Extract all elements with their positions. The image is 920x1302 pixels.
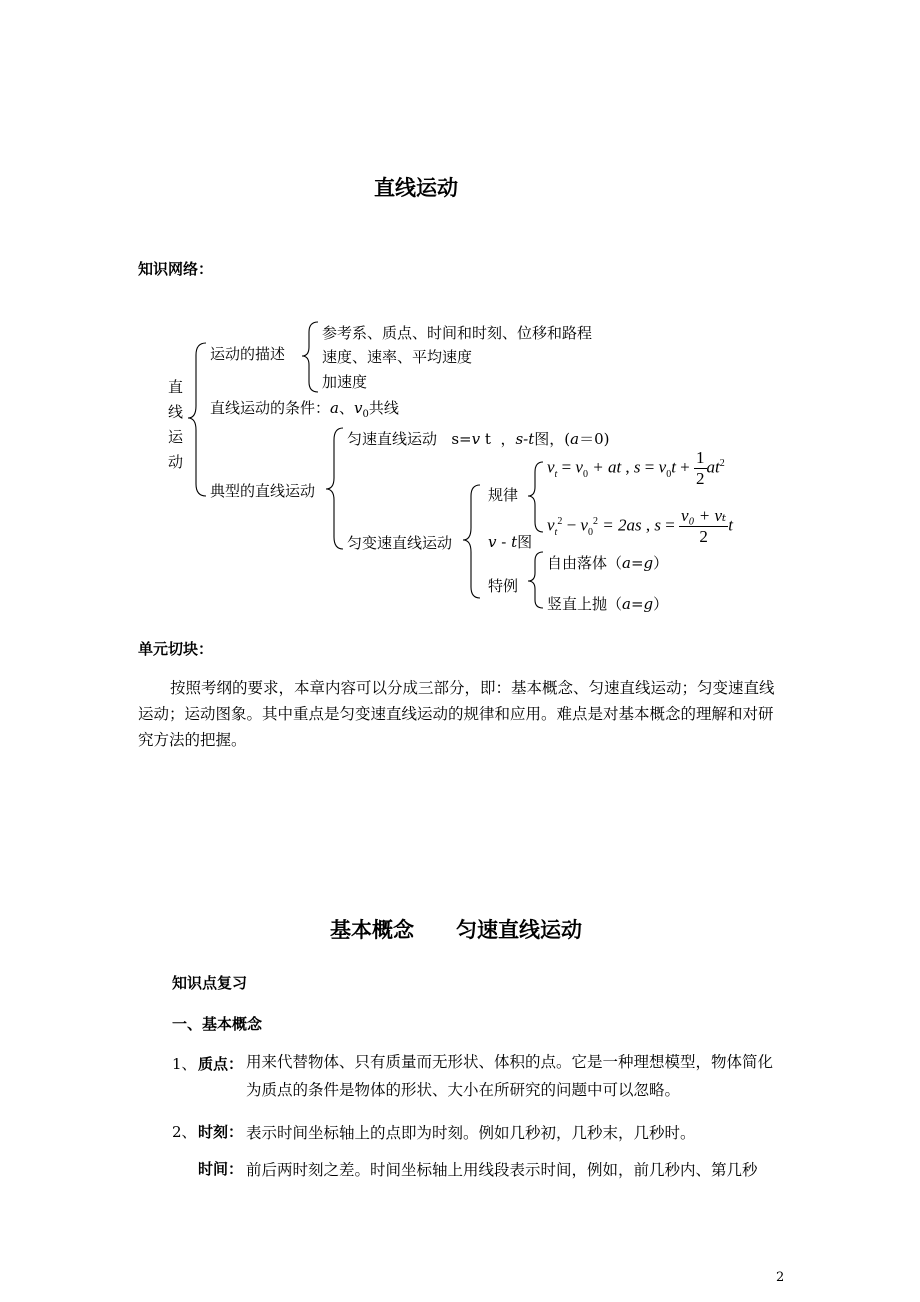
- law-label: 规律: [488, 486, 519, 504]
- item2-term: 时刻：: [198, 1123, 244, 1141]
- root-char-4: 动: [168, 453, 184, 471]
- special-freefall: 自由落体（a=g）: [547, 554, 669, 572]
- root-char-2: 线: [168, 403, 184, 421]
- section-title: 基本概念 匀速直线运动: [330, 918, 582, 942]
- item1-num: 1、: [172, 1055, 197, 1073]
- root-char-3: 运: [168, 428, 184, 446]
- formula-velocity-squared: $v_t^2 - v_0^2 = 2as$ , s = $\frac{\text{v₀ + vₜ}}{2}$ t: [547, 506, 733, 547]
- formula-velocity-displacement: $v_t = v_0$ + at , $s = v_0t$ + $\frac{1}{2}$ $at^2$: [547, 448, 725, 489]
- page-title: 直线运动: [374, 176, 458, 200]
- item1-term: 质点：: [198, 1055, 244, 1073]
- item2-text: 表示时间坐标轴上的点即为时刻。例如几秒初，几秒末，几秒时。: [246, 1124, 696, 1142]
- desc-item-3: 加速度: [322, 373, 368, 391]
- special-label: 特例: [488, 577, 519, 595]
- item3-text: 前后两时刻之差。时间坐标轴上用线段表示时间，例如，前几秒内、第几秒: [246, 1161, 758, 1179]
- special-upthrow: 竖直上抛（a=g）: [547, 595, 669, 613]
- law-brace: [528, 462, 543, 532]
- page-number: 2: [776, 1270, 785, 1285]
- desc-label: 运动的描述: [210, 345, 286, 363]
- unit-paragraph: 按照考纲的要求，本章内容可以分成三部分，即：基本概念、匀速直线运动；匀变速直线运动；运动图象。其中重点是匀变速直线运动的规律和应用。难点是对基本概念的理解和对研究方法的把握。: [138, 679, 775, 749]
- root-char-1: 直: [168, 378, 184, 396]
- root-brace: [188, 343, 206, 496]
- condition-line: 直线运动的条件：a、$v_0$共线: [210, 399, 399, 420]
- item2-num: 2、: [172, 1123, 197, 1141]
- desc-item-2: 速度、速率、平均速度: [322, 348, 473, 366]
- desc-item-1: 参考系、质点、时间和时刻、位移和路程: [322, 324, 593, 342]
- vt-graph-label: v - t图: [488, 533, 533, 551]
- accel-brace: [463, 485, 480, 598]
- special-brace: [528, 552, 543, 608]
- item3-term: 时间：: [198, 1160, 244, 1178]
- desc-brace: [302, 322, 318, 392]
- unit-heading: 单元切块：: [138, 640, 214, 658]
- item1-text: 用来代替物体、只有质量而无形状、体积的点。它是一种理想模型，物体简化为质点的条件是物体的形状、大小在所研究的问题中可以忽略。: [246, 1053, 774, 1099]
- sub-heading-basic: 一、基本概念: [172, 1015, 263, 1033]
- accel-label: 匀变速直线运动: [347, 534, 453, 552]
- typical-label: 典型的直线运动: [210, 482, 316, 500]
- review-heading: 知识点复习: [172, 974, 248, 992]
- typical-brace: [326, 428, 343, 549]
- uniform-line: 匀速直线运动 s=v t ，s-t图，(a＝0): [347, 430, 610, 448]
- network-heading: 知识网络：: [138, 260, 214, 278]
